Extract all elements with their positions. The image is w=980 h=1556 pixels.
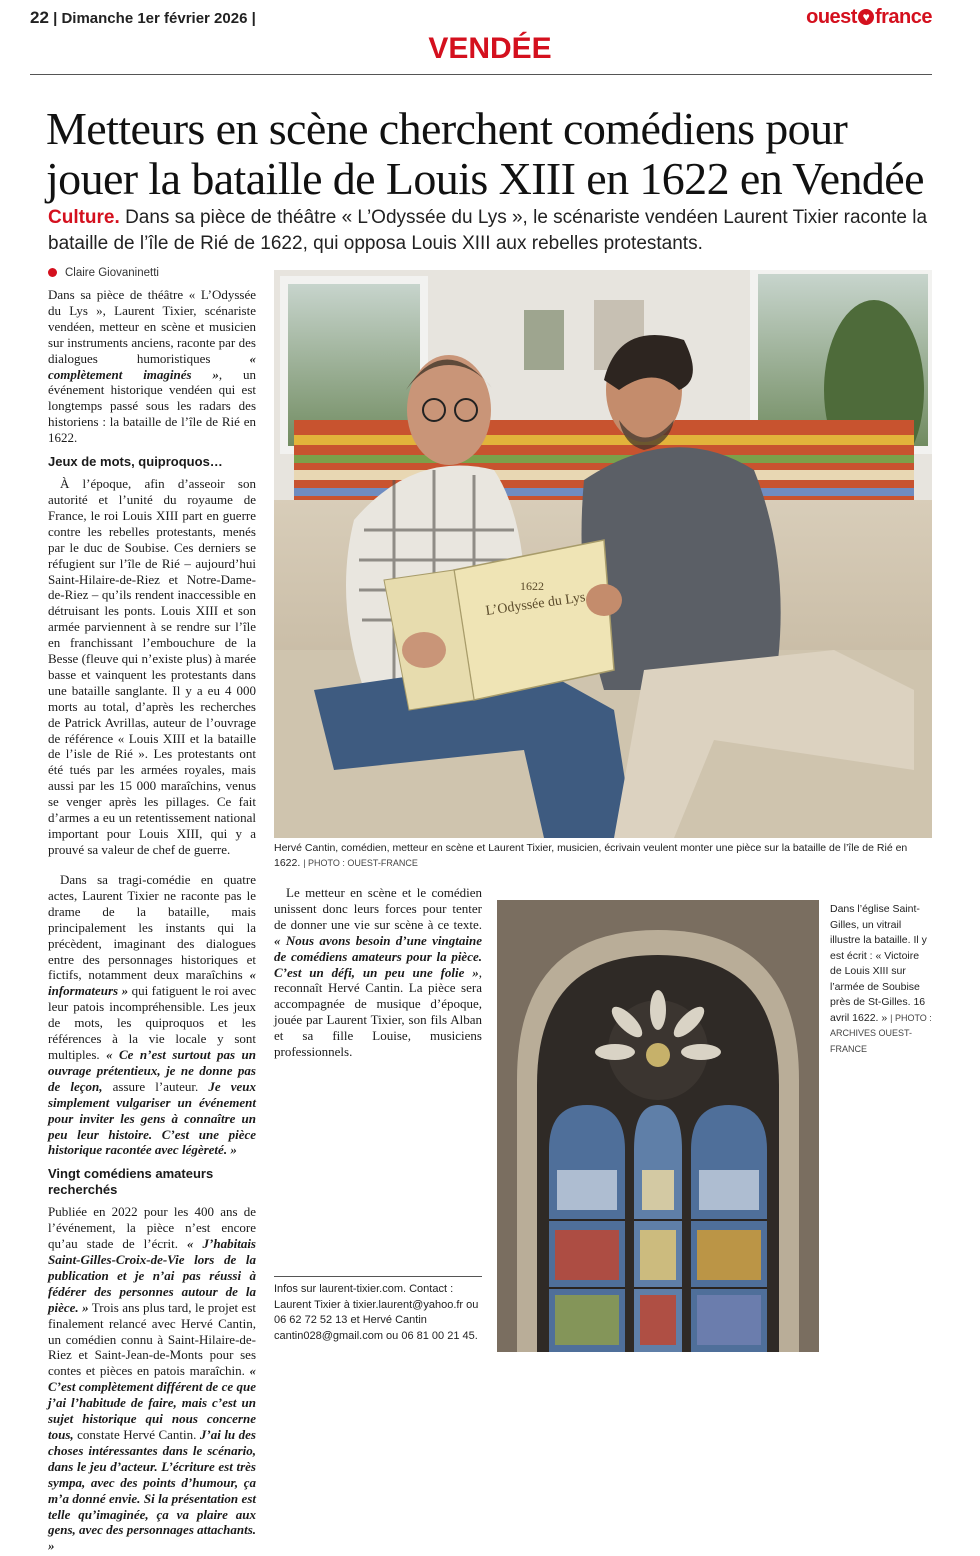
quote-run: « Ce n’est surtout pas un ouvrage prétentieux, je ne donne pas de leçon, (48, 1046, 257, 1094)
text-run: assure l’auteur. (102, 1078, 209, 1094)
brand-logo-right: france (874, 6, 932, 28)
photo-credit: | PHOTO : ARCHIVES OUEST-FRANCE (830, 1012, 932, 1054)
quote-run: « informateurs » (48, 967, 256, 999)
subheading-vingt-comediens: Vingt comédiens amateurs recherchés (48, 1166, 214, 1198)
quote-run: « Nous avons besoin d’une vingtaine de comédiens amateurs pour la pièce. C’est un défi, un peu une folie » (274, 932, 482, 980)
issue-date: Dimanche 1er février 2026 (61, 10, 248, 27)
photo-stained-glass-window (497, 900, 819, 1352)
paragraph-history: À l’époque, afin d’asseoir son autorité et l’unité du royaume de France, le roi Louis XIII part en guerre contre les rebelles protestants, menés par le duc de Soubise. Ces derniers se réfugient sur l’île de Rié – aujourd’hui Saint-Hilaire-de-Riez et Notre-Dame-de-Riez – qu’ils rendent inaccessible en détruisant les ponts. Louis XIII et son armée parviennent à se rendre sur l’île en franchissant l’embouchure de la Besse (fleuve qui n’existe plus) à marée basse et vainquent les protestants dans une bataille sanglante. Il y a eu 4 000 morts au total, d’après les recherches de Patrick Avrillas, auteur de l’ouvrage de référence « Louis XIII et la bataille de l’isle de Rié ». Les protestants ont été tués par les armées royales, mais aussi par les 15 000 maraîchins, venus se venger après les pillages. Ce fait d’armes a eu un retentissement national important pour Louis XIII, qui y a prouvé sa valeur de chef de guerre. (48, 476, 256, 857)
brand-logo-left: ouest (806, 6, 857, 28)
caption-text: Dans l’église Saint-Gilles, un vitrail illustre la bataille. Il y est écrit : « Victoire de Louis XIII sur l’armée de Soubise près de St-Gilles. 16 avril 1622. » (830, 903, 927, 1024)
kicker: Culture. (48, 207, 120, 228)
folio-separator: | (251, 10, 256, 27)
page-folio (30, 8, 256, 28)
quote-run: « J’habitais Saint-Gilles-Croix-de-Vie lors de la publication et je n’ai pas réussi à fédérer des personnes autour de la pièce. » (48, 1236, 256, 1315)
headline: Metteurs en scène cherchent comédiens pour jouer la bataille de Louis XIII en 1622 en Vendée (46, 103, 924, 204)
text-run: Dans sa pièce de théâtre « L’Odyssée du Lys », Laurent Tixier, scénariste vendéen, metteur en scène et musicien sur instruments anciens, raconte par des dialogues humoristiques (48, 287, 256, 366)
photo-illustration (274, 270, 932, 838)
folio-separator: | (53, 10, 62, 27)
header-divider (30, 74, 932, 75)
paragraph-intro (48, 287, 256, 446)
quote-run: J’ai lu des choses intéressantes dans le scénario, dans le jeu d’acteur. L’écriture est très sympa, avec des points d’humour, ça m’a donné envie. Si la présentation est telle qu’imaginée, ça va plaire aux gens, avec des personnages attachants. » (48, 1427, 256, 1554)
standfirst (48, 205, 938, 257)
stained-glass-illustration (497, 900, 819, 1352)
standfirst-text: Dans sa pièce de théâtre « L’Odyssée du Lys », le scénariste vendéen Laurent Tixier raconte la bataille de l’île de Rié de 1622, qui opposa Louis XIII aux rebelles protestants. (48, 207, 928, 254)
text-run: Publiée en 2022 pour les 400 ans de l’événement, la pièce n’est encore qu’au stade de l’écrit. (48, 1204, 256, 1252)
quote-run: « C’est complètement différent de ce que j’ai l’habitude de faire, mais c’est un sujet historique qui nous concerne tous, (48, 1363, 256, 1442)
photo-caption-1 (274, 841, 932, 871)
contact-info: Infos sur laurent-tixier.com. Contact : Laurent Tixier à tixier.laurent@yahoo.fr ou 06 62 72 52 13 et Hervé Cantin cantin028@gmail.com ou 06 81 00 21 45. (274, 1276, 482, 1344)
page-number: 22 (30, 8, 49, 27)
byline (48, 267, 159, 279)
photo-credit: | PHOTO : OUEST-FRANCE (303, 858, 418, 868)
text-run: Le metteur en scène et le comédien unissent donc leurs forces pour tenter de donner une vie sur scène à ce texte. (274, 885, 482, 932)
byline-dot-icon (48, 268, 57, 277)
book-year: 1622 (520, 579, 544, 593)
paragraph-project (274, 885, 482, 1060)
photo-two-men-reading (274, 270, 932, 838)
quote-run: Je veux simplement vulgariser un événement pour inviter les gens à connaître un peu leur histoire. C’est une pièce historique racontée avec légèreté. » (48, 1078, 257, 1158)
text-run: , reconnaît Hervé Cantin. La pièce sera accompagnée de musique d’époque, jouée par Laurent Tixier, son fils Alban et sa fille Louise, musiciens professionnels. (274, 964, 482, 1060)
section-title: VENDÉE (428, 32, 552, 65)
subheading-jeux-de-mots: Jeux de mots, quiproquos… (48, 454, 223, 470)
author-name: Claire Giovaninetti (65, 267, 159, 279)
text-run: qui fatiguent le roi avec leur patois incompréhensible. Les jeux de mots, les quiproquos et les références à la vie locale y sont multiples. (48, 983, 257, 1062)
photo-caption-2 (830, 902, 932, 1057)
paragraph-play (48, 872, 256, 1158)
brand-logo (806, 6, 932, 29)
text-run: , un événement historique vendéen qui est longtemps passé sous les radars des historiens : la bataille de l’île de Rié en 1622. (48, 366, 256, 446)
text-run: constate Hervé Cantin. (73, 1427, 200, 1442)
text-run: Trois ans plus tard, le projet est finalement relancé avec Hervé Cantin, un comédien connu à Saint-Hilaire-de-Riez et Saint-Jean-de-Monts pour ses contes et pièces en patois maraîchin. (48, 1299, 256, 1379)
text-run: Dans sa tragi-comédie en quatre actes, Laurent Tixier ne raconte pas le drame de la bataille, mais principalement les instants qui la précèdent, imaginant des dialogues entre des personnages historiques et fictifs, notamment deux maraîchins (48, 872, 256, 983)
heart-icon: ♥ (858, 9, 874, 25)
book-title: L’Odyssée du Lys (484, 590, 587, 619)
paragraph-publication (48, 1204, 256, 1554)
article-column-1 (48, 287, 256, 860)
caption-text: Hervé Cantin, comédien, metteur en scène et Laurent Tixier, musicien, écrivain veulent monter une pièce sur la bataille de l’île de Rié en 1622. (274, 842, 908, 869)
article-column-3 (274, 885, 482, 1062)
quote-run: « complètement imaginés » (48, 350, 256, 382)
article-column-2 (48, 872, 256, 1556)
